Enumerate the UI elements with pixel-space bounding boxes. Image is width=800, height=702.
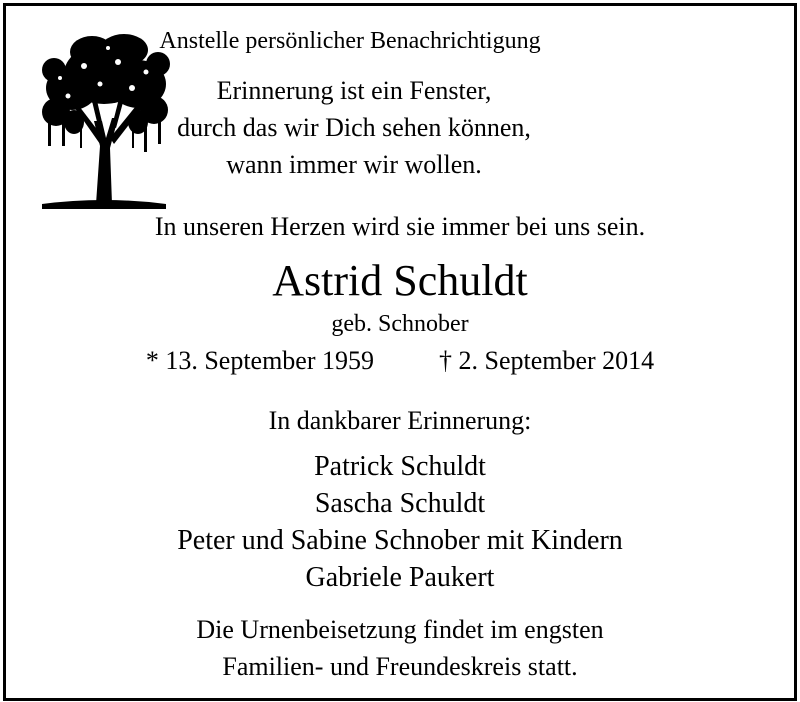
birth-date: * 13. September 1959 — [145, 346, 374, 375]
quote-line-2: durch das wir Dich sehen können, — [177, 113, 531, 142]
footer-line-2: Familien- und Freundeskreis statt. — [222, 652, 578, 681]
life-dates — [6, 346, 794, 376]
heart-line: In unseren Herzen wird sie immer bei uns sein. — [154, 212, 646, 241]
quote-line-3: wann immer wir wollen. — [226, 150, 482, 179]
mourner-1: Patrick Schuldt — [314, 451, 486, 482]
gratitude-line: In dankbarer Erinnerung: — [268, 406, 532, 435]
obituary-notice — [3, 3, 797, 701]
footer-line-1: Die Urnenbeisetzung findet im engsten — [196, 615, 604, 644]
notice-heading: Anstelle persönlicher Benachrichtigung — [159, 28, 541, 54]
deceased-name: Astrid Schuldt — [272, 256, 528, 305]
quote-line-1: Erinnerung ist ein Fenster, — [216, 76, 492, 105]
mourner-2: Sascha Schuldt — [314, 488, 486, 519]
maiden-name: geb. Schnober — [331, 311, 469, 337]
mourner-4: Gabriele Paukert — [305, 562, 495, 593]
mourner-3: Peter und Sabine Schnober mit Kindern — [177, 525, 623, 556]
death-date: † 2. September 2014 — [439, 346, 655, 375]
